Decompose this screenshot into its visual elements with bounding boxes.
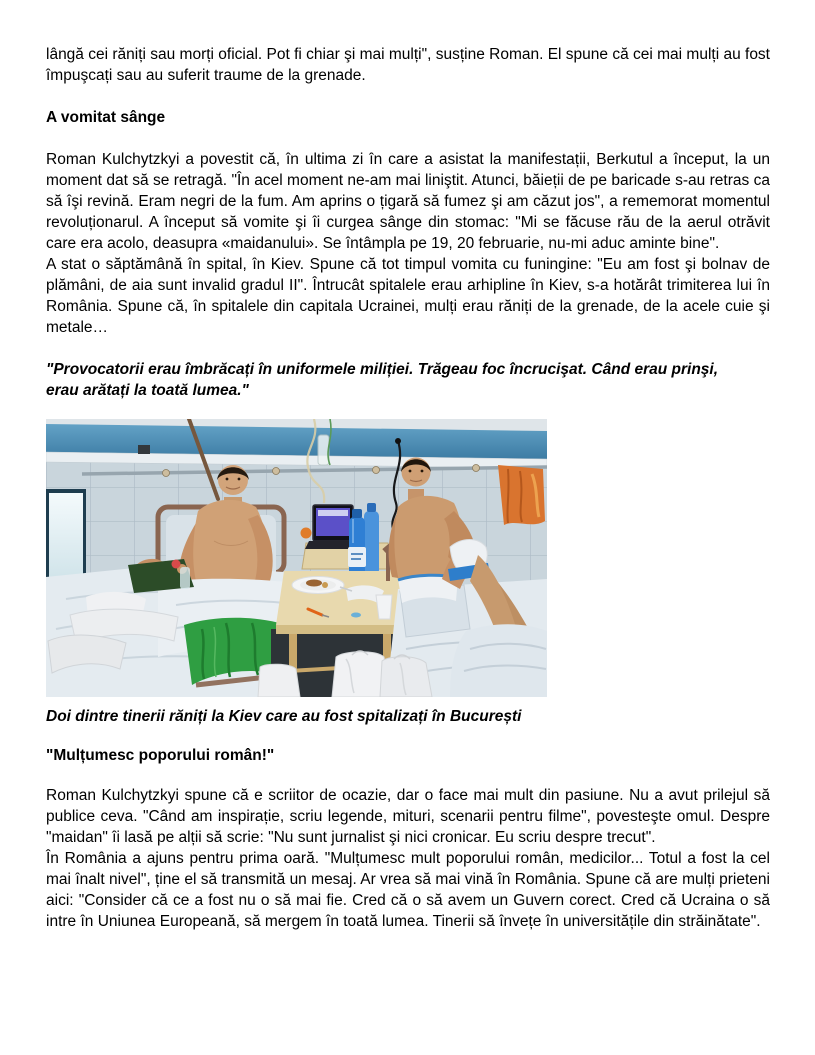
paragraph: Roman Kulchytzkyi a povestit că, în ultima zi în care a asistat la manifestații, Berkutul a început, la un moment dat să se retragă. "În acel moment ne-am mai liniştit. Atunci, băieții de pe baricade s-au retras ca să îşi revină. Eram negri de la fum. Am aprins o țigară să fumez şi am căzut jos", a rememorat momentul revoluționarul. A început să vomite şi îi curgea sânge din stomac: "Mi se făcuse rău de la aerul otrăvit care era acolo, deasupra «maidanului». Se întâmpla pe 19, 20 februarie, nu-mi aduc aminte bine".	[46, 151, 770, 252]
photo-caption: Doi dintre tinerii răniți la Kiev care au fost spitalizați în București	[46, 708, 522, 725]
pull-quote: "Provocatorii erau îmbrăcați în uniformele miliției. Trăgeau foc încrucişat. Când erau prinşi, erau arătați la toată lumea."	[46, 361, 719, 399]
paragraph: În România a ajuns pentru prima oară. "Mulțumesc mult poporului român, medicilor... Totul a fost la cel mai înalt nivel", ține el să transmită un mesaj. Ar vrea să mai vină în România. Spune că are mulți prieteni aici: "Consider că ce a fost nu o să mai fie. Cred că o să avem un Guvern corect. Cred că Ucraina o să intre în Uniunea Europeană, să mergem în toată lumea. Tinerii să învețe în universitățile din străinătate".	[46, 850, 770, 930]
paragraph: lângă cei răniți sau morți oficial. Pot fi chiar şi mai mulți", susține Roman. El spune că cei mai mulți au fost împuşcați sau au suferit traume de la grenade.	[46, 46, 770, 84]
section-heading-vomitat: A vomitat sânge	[46, 109, 166, 126]
paragraph: A stat o săptămână în spital, în Kiev. Spune că tot timpul vomita cu funingine: "Eu am fost şi bolnav de plămâni, de aia sunt invalid gradul II". Întrucât spitalele erau arhipline în Kiev, s-a hotărât trimiterea lui în România. Spune că, în spitalele din capitala Ucrainei, mulți erau răniți de la grenade, de la acele cuie şi metale…	[46, 256, 770, 336]
hospital-photo	[46, 419, 547, 697]
paragraph: Roman Kulchytzkyi spune că e scriitor de ocazie, dar o face mai mult din pasiune. Nu a avut prilejul să publice ceva. "Când am inspirație, scriu legende, mituri, scenarii pentru filme", povesteşte omul. Despre "maidan" îi lasă pe alții să scrie: "Nu sunt jurnalist şi nici cronicar. Eu scriu despre trecut".	[46, 787, 770, 846]
article-photo-figure	[46, 419, 770, 727]
section-heading-multumesc: "Mulțumesc poporului român!"	[46, 747, 275, 764]
